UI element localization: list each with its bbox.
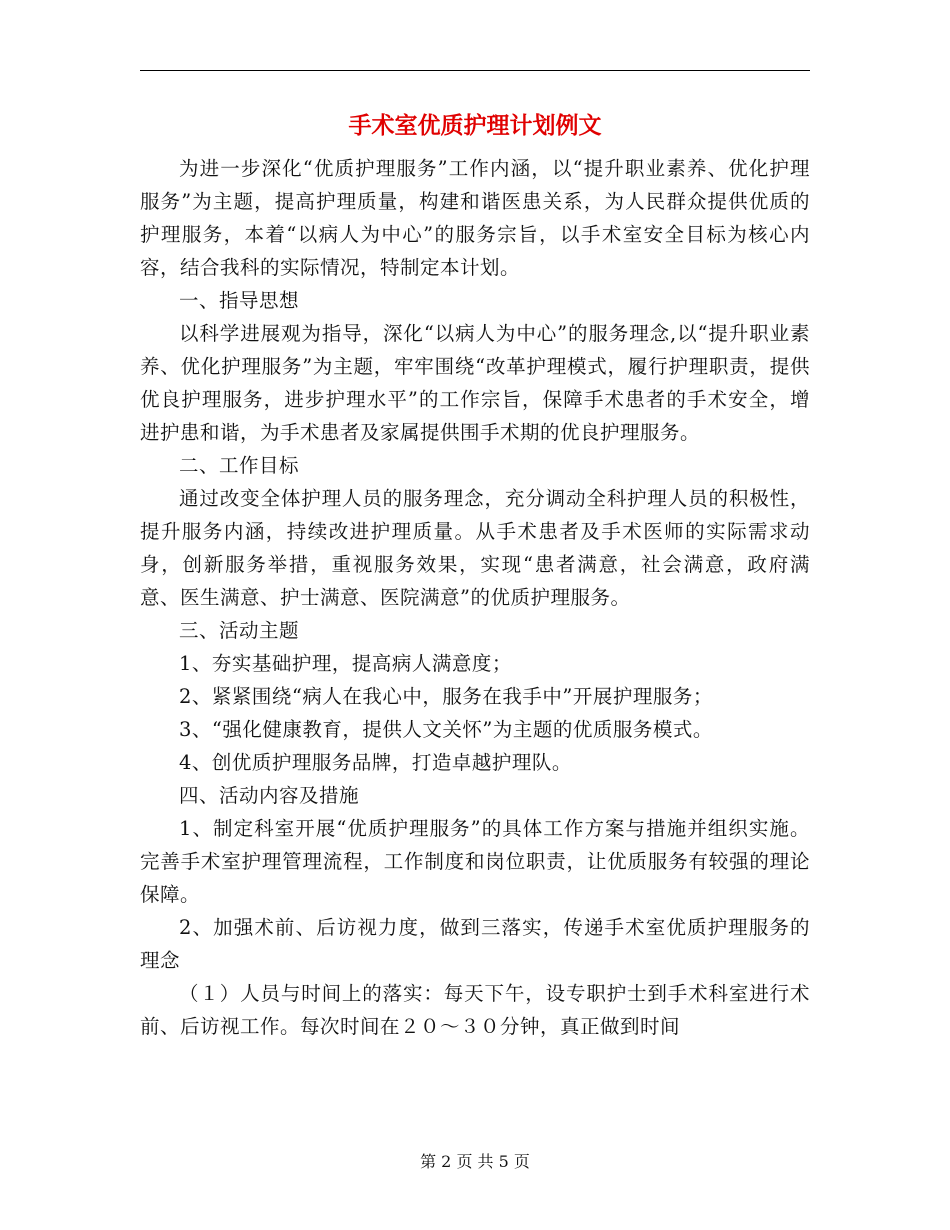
list-item-measure-2: 2、加强术前、后访视力度，做到三落实，传递手术室优质护理服务的理念 bbox=[140, 916, 810, 972]
header-rule bbox=[140, 70, 810, 71]
section-heading-3: 三、活动主题 bbox=[179, 619, 300, 642]
list-item-theme-1: 1、夯实基础护理，提高病人满意度； bbox=[179, 652, 512, 675]
list-item-theme-4: 4、创优质护理服务品牌，打造卓越护理队。 bbox=[179, 751, 572, 774]
document-body bbox=[140, 152, 810, 1043]
section-heading-4: 四、活动内容及措施 bbox=[179, 784, 360, 807]
paragraph-guiding-ideology: 以科学进展观为指导，深化“以病人为中心”的服务理念,以“提升职业素养、优化护理服务”为主题，牢牢围绕“改革护理模式，履行护理职责，提供优良护理服务，进步护理水平”的工作宗旨，保障手术患者的手术安全，增进护患和谐，为手术患者及家属提供围手术期的优良护理服务。 bbox=[140, 322, 810, 444]
paragraph-work-goals: 通过改变全体护理人员的服务理念，充分调动全科护理人员的积极性，提升服务内涵，持续改进护理质量。从手术患者及手术医师的实际需求动身，创新服务举措，重视服务效果，实现“患者满意，社会满意，政府满意、医生满意、护士满意、医院满意”的优质护理服务。 bbox=[140, 487, 810, 609]
paragraph-intro: 为进一步深化“优质护理服务”工作内涵，以“提升职业素养、优化护理服务”为主题，提高护理质量，构建和谐医患关系，为人民群众提供优质的护理服务，本着“以病人为中心”的服务宗旨，以手术室安全目标为核心内容，结合我科的实际情况，特制定本计划。 bbox=[140, 157, 810, 279]
section-heading-2: 二、工作目标 bbox=[179, 454, 300, 477]
page-footer: 第 2 页 共 5 页 bbox=[420, 1152, 530, 1171]
list-item-theme-3: 3、“强化健康教育，提供人文关怀”为主题的优质服务模式。 bbox=[179, 718, 713, 741]
list-item-theme-2: 2、紧紧围绕“病人在我心中，服务在我手中”开展护理服务； bbox=[179, 685, 713, 708]
document-title: 手术室优质护理计划例文 bbox=[348, 113, 602, 139]
list-item-measure-2-1: （１）人员与时间上的落实：每天下午，设专职护士到手术科室进行术前、后访视工作。每次时间在２０～３０分钟，真正做到时间 bbox=[140, 982, 810, 1038]
section-heading-1: 一、指导思想 bbox=[179, 289, 300, 312]
list-item-measure-1: 1、制定科室开展“优质护理服务”的具体工作方案与措施并组织实施。完善手术室护理管理流程，工作制度和岗位职责，让优质服务有较强的理论保障。 bbox=[140, 817, 810, 906]
